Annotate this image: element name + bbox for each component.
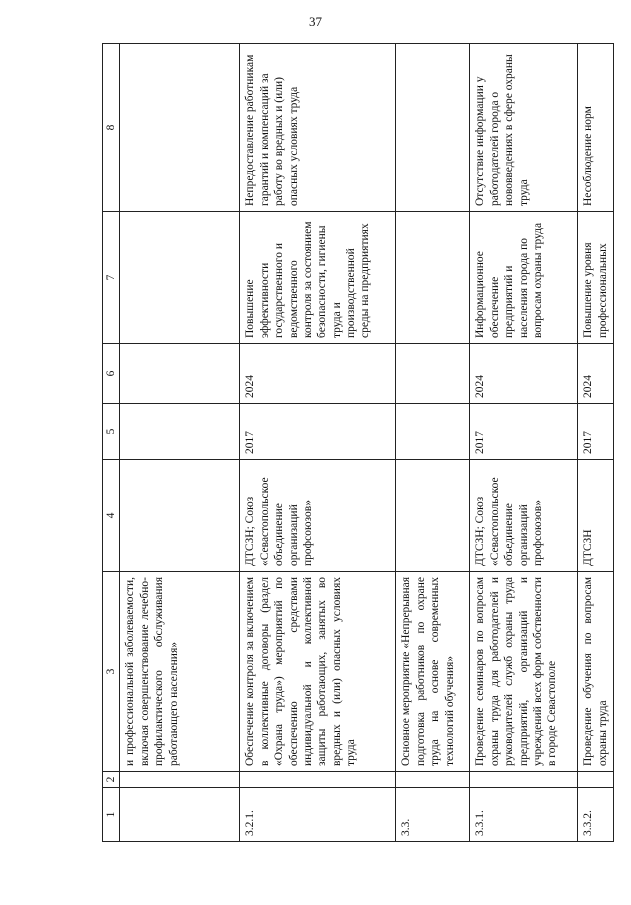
cell-start-year: 2017 (578, 404, 614, 460)
cell-number: 3.3.1. (470, 788, 578, 842)
cell-executor (396, 460, 470, 572)
cell-end-year: 2024 (578, 344, 614, 404)
rotated-table-sheet (102, 44, 609, 842)
col-header: 1 (103, 788, 120, 842)
cell-measure: Проведение семинаров по вопросам охраны труда для работодателей и руководителей служб охраны труда предприятий, организаций и учреждений всех форм собственности в городе Севастополе (470, 572, 578, 772)
cell-number (120, 788, 240, 842)
cell-measure: и профессиональной заболеваемости, включая совершенствование лечебно-профилактического обслуживания работающего населения» (120, 572, 240, 772)
cell-blank (240, 772, 396, 788)
cell-result: Информационное обеспечение предприятий и населения города по вопросам охраны труда (470, 212, 578, 344)
cell-blank (120, 772, 240, 788)
col-header: 5 (103, 404, 120, 460)
cell-consequence: Непредоставление работникам гарантий и компенсаций за работу во вредных и (или) опасных условиях труда (240, 44, 396, 212)
table-row (470, 44, 578, 842)
col-header: 3 (103, 572, 120, 772)
cell-measure: Проведение обучения по вопросам охраны труда (578, 572, 614, 772)
cell-start-year: 2017 (240, 404, 396, 460)
table-row (396, 44, 470, 842)
cell-consequence (396, 44, 470, 212)
cell-executor: ДТСЗН; Союз «Севастопольское объединение организаций профсоюзов» (470, 460, 578, 572)
cell-end-year (396, 344, 470, 404)
cell-measure: Обеспечение контроля за включением в коллективные договоры (раздел «Охрана труда») мероприятий по обеспечению средствами индивидуальной и коллективной защиты работающих, занятых во вредных и (или) опасных условиях труда (240, 572, 396, 772)
cell-measure: Основное мероприятие «Непрерывная подготовка работников по охране труда на основе современных технологий обучения» (396, 572, 470, 772)
cell-result (120, 212, 240, 344)
cell-consequence (120, 44, 240, 212)
table-row (240, 44, 396, 842)
cell-blank (470, 772, 578, 788)
table-row (578, 44, 614, 842)
cell-start-year (396, 404, 470, 460)
cell-end-year: 2024 (470, 344, 578, 404)
col-header: 7 (103, 212, 120, 344)
col-header: 2 (103, 772, 120, 788)
program-table (102, 43, 614, 842)
cell-end-year: 2024 (240, 344, 396, 404)
cell-result (396, 212, 470, 344)
cell-start-year: 2017 (470, 404, 578, 460)
cell-consequence: Отсутствие информации у работодателей города о нововведениях в сфере охраны труда (470, 44, 578, 212)
cell-number: 3.3. (396, 788, 470, 842)
cell-number: 3.3.2. (578, 788, 614, 842)
cell-number: 3.2.1. (240, 788, 396, 842)
table-row (120, 44, 240, 842)
cell-consequence: Несоблюдение норм (578, 44, 614, 212)
cell-result: Повышение эффективности государственного и ведомственного контроля за состоянием безопасности, гигиены труда и производственной среды на предприятиях (240, 212, 396, 344)
col-header: 4 (103, 460, 120, 572)
col-header: 8 (103, 44, 120, 212)
col-header: 6 (103, 344, 120, 404)
cell-executor: ДТСЗН (578, 460, 614, 572)
header-row (103, 44, 120, 842)
cell-end-year (120, 344, 240, 404)
page-number: 37 (309, 14, 322, 29)
cell-executor: ДТСЗН; Союз «Севастопольское объединение организаций профсоюзов» (240, 460, 396, 572)
cell-result: Повышение уровня профессиональных (578, 212, 614, 344)
cell-blank (396, 772, 470, 788)
cell-start-year (120, 404, 240, 460)
cell-blank (578, 772, 614, 788)
cell-executor (120, 460, 240, 572)
